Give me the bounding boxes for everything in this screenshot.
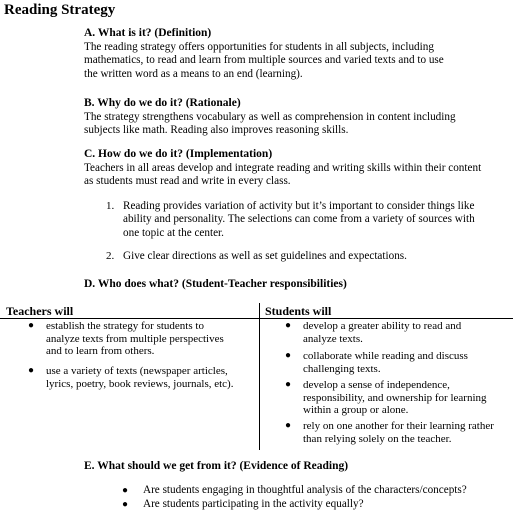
teachers-column-header: Teachers will — [6, 304, 74, 318]
list-number: 2. — [106, 250, 115, 262]
section-b-heading: B. Why do we do it? (Rationale) — [84, 97, 241, 109]
section-b-line: The strategy strengthens vocabulary as well as comprehension in content including — [84, 111, 456, 123]
section-a-line: The reading strategy offers opportunities for students in all subjects, including — [84, 41, 434, 53]
section-c-line: as students must read and write in every class. — [84, 175, 291, 188]
section-c-heading: C. How do we do it? (Implementation) — [84, 148, 273, 160]
bullet-icon: ● — [285, 320, 292, 331]
list-number: 1. — [106, 200, 115, 212]
section-a-line: mathematics, to read and learn from multiple sources and varied texts and to use — [84, 54, 444, 67]
section-b-line: subjects like math. Reading also improves reasoning skills. — [84, 124, 349, 137]
section-a-text — [84, 41, 444, 81]
section-e-heading: E. What should we get from it? (Evidence of Reading) — [84, 460, 349, 472]
section-d-heading: D. Who does what? (Student-Teacher responsibilities) — [84, 278, 347, 290]
section-a-heading: A. What is it? (Definition) — [84, 27, 212, 39]
bullet-icon: ● — [28, 365, 35, 376]
bullet-icon: ● — [285, 420, 292, 431]
student-item: develop a greater ability to read and analyze texts. — [303, 320, 462, 345]
bullet-icon: ● — [122, 485, 129, 496]
bullet-icon: ● — [285, 350, 292, 361]
bullet-icon: ● — [28, 320, 35, 331]
students-column-header: Students will — [265, 304, 332, 318]
section-a-line: the written word as a means to an end (learning). — [84, 67, 303, 80]
evidence-item: Are students participating in the activity equally? — [143, 498, 364, 510]
teacher-item: use a variety of texts (newspaper articles, lyrics, poetry, book reviews, journals, etc). — [46, 365, 234, 390]
student-item: develop a sense of independence, responsibility, and ownership for learning within a group or alone. — [303, 379, 487, 417]
section-c-line: Teachers in all areas develop and integrate reading and writing skills within their content — [84, 162, 482, 174]
section-b-text — [84, 111, 456, 138]
student-item: collaborate while reading and discuss challenging texts. — [303, 350, 468, 375]
bullet-icon: ● — [285, 379, 292, 390]
implementation-item: Reading provides variation of activity but it’s important to consider things like ability and personality. The selections can come from a variety of sources with one topic at the center. — [123, 200, 475, 239]
teacher-item: establish the strategy for students to analyze texts from multiple perspectives and to learn from others. — [46, 320, 224, 358]
table-header-rule — [0, 318, 513, 319]
section-c-text — [84, 162, 481, 189]
evidence-item: Are students engaging in thoughtful analysis of the characters/concepts? — [143, 484, 467, 496]
table-column-divider — [259, 303, 260, 450]
implementation-item: Give clear directions as well as set guidelines and expectations. — [123, 250, 407, 262]
page-title: Reading Strategy — [4, 2, 116, 18]
bullet-icon: ● — [122, 499, 129, 510]
student-item: rely on one another for their learning rather than relying solely on the teacher. — [303, 420, 494, 445]
